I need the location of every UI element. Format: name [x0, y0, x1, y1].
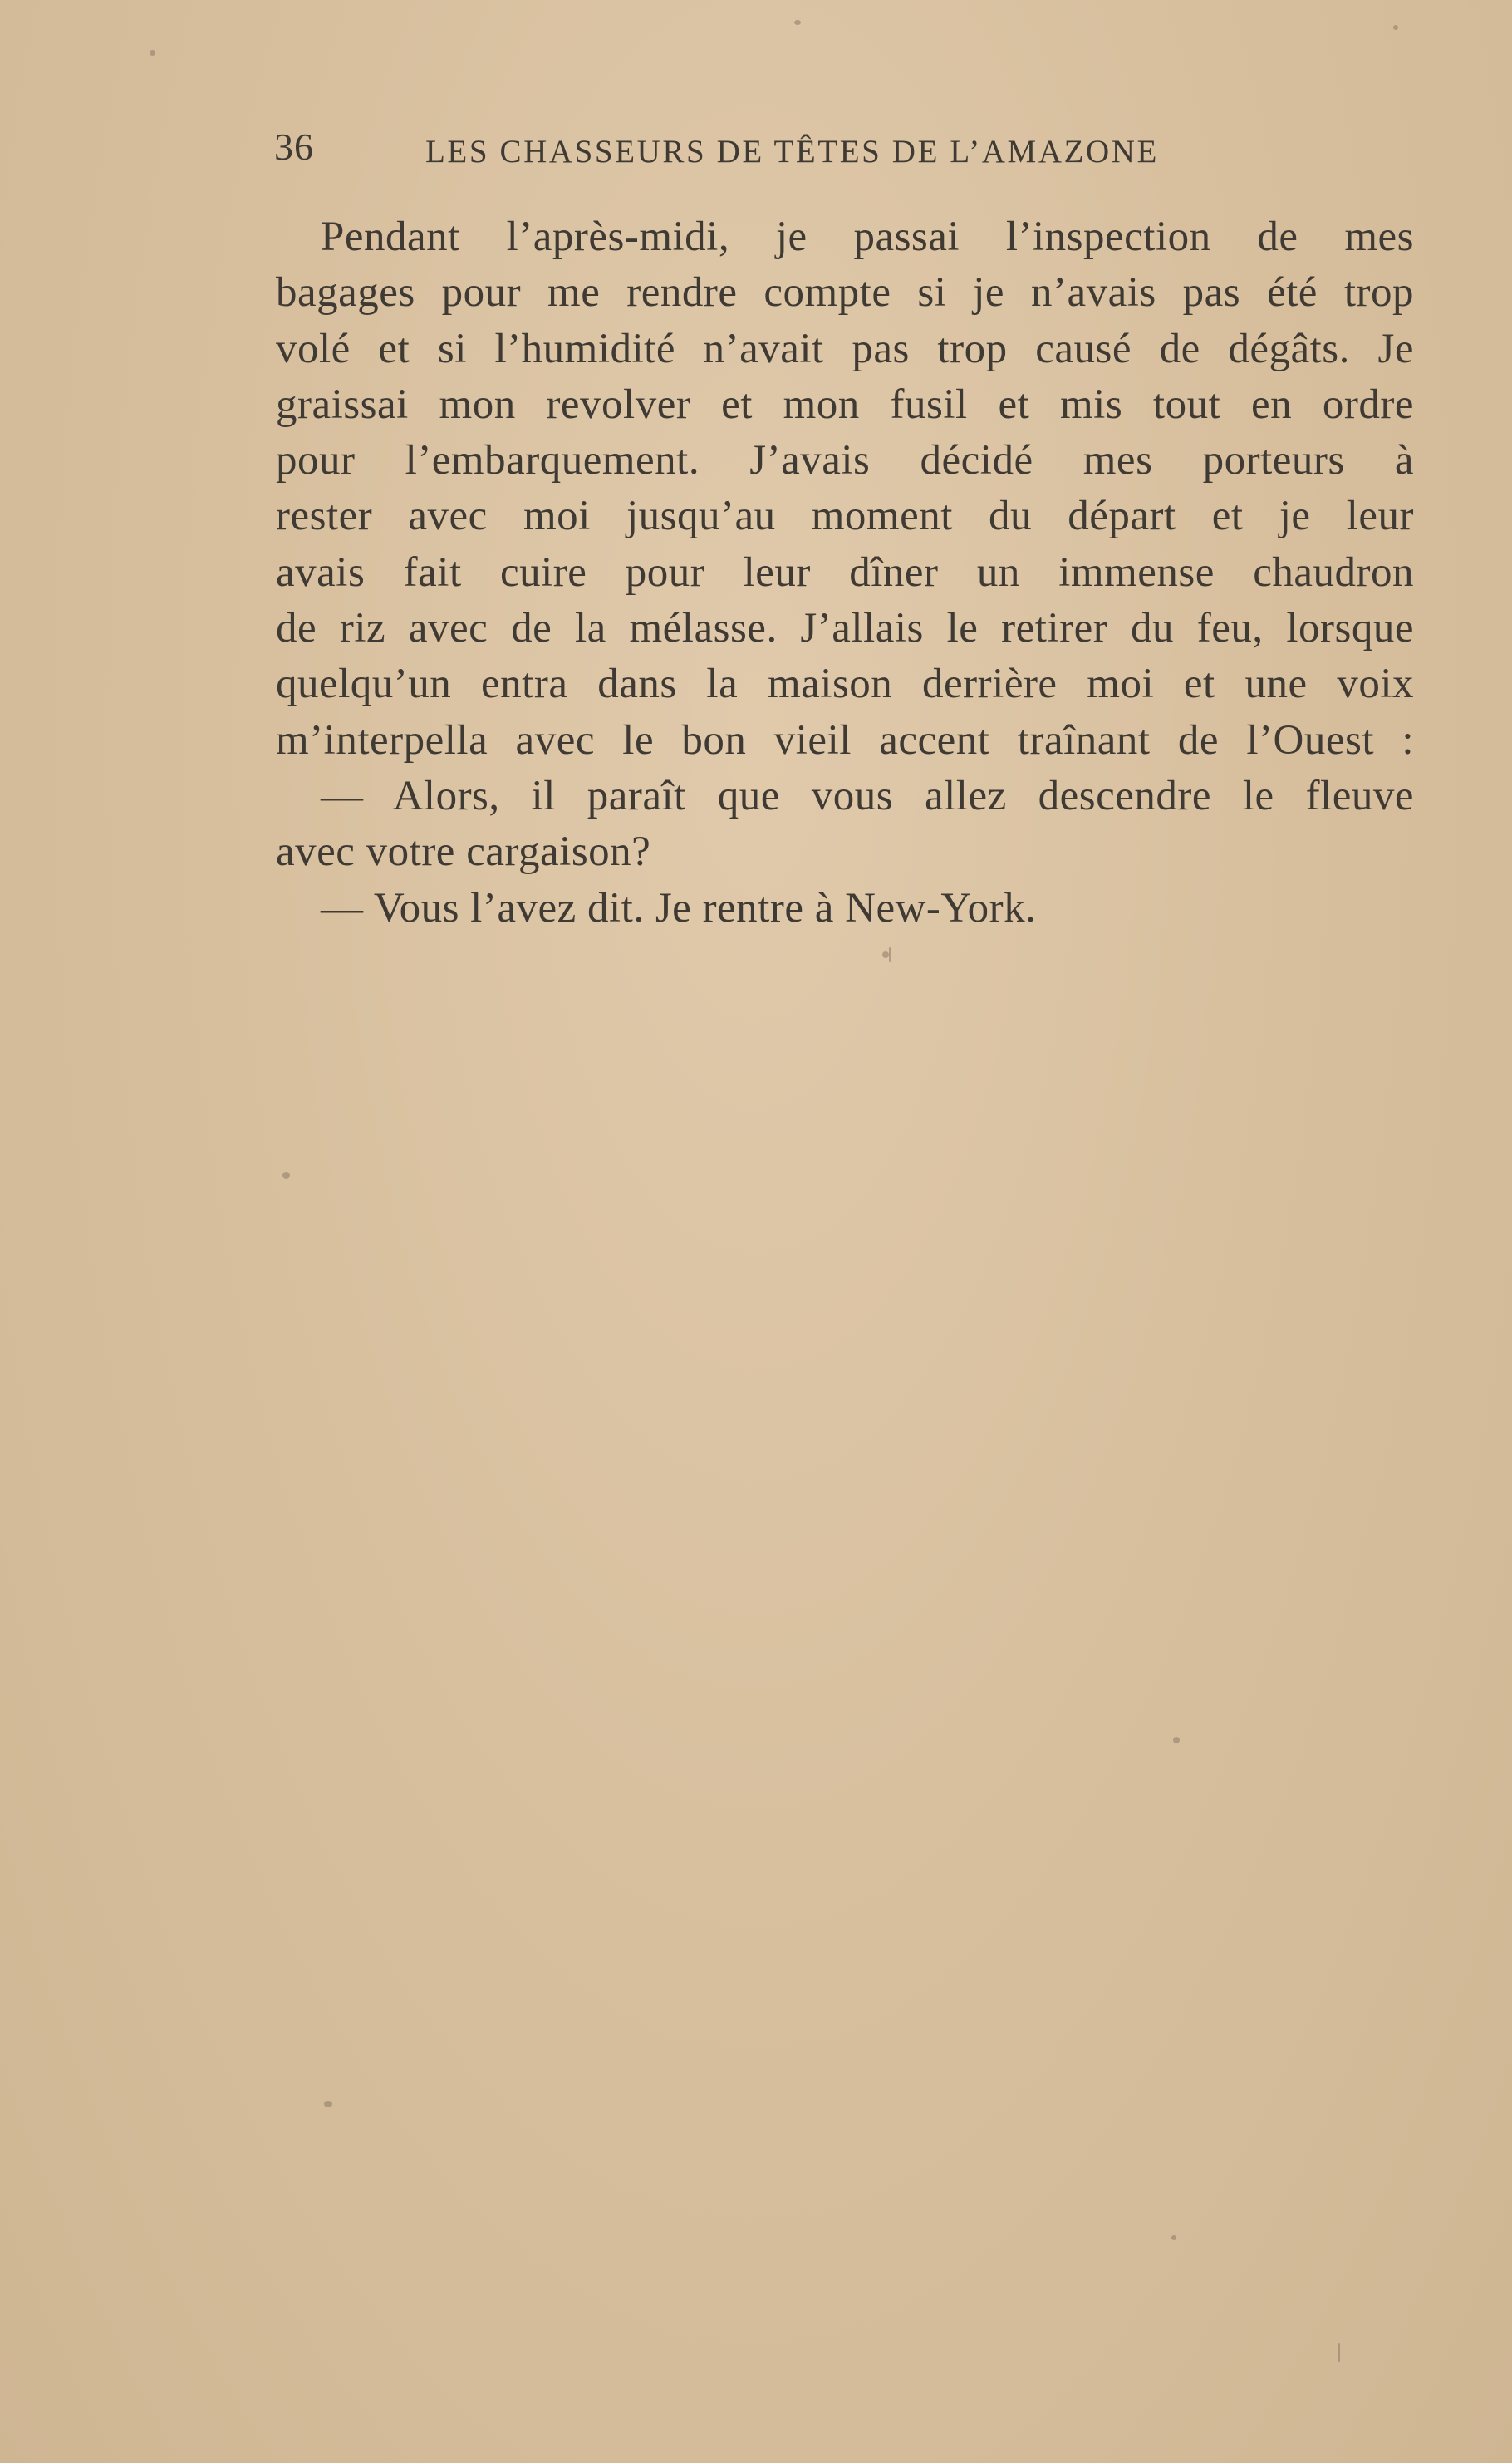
text-line: quelqu’un entra dans la maison derrière moi et une voix — [276, 661, 1414, 708]
text-line: pour l’embarquement. J’avais décidé mes porteurs à — [276, 437, 1414, 484]
text-line: rester avec moi jusqu’au moment du départ et je leur — [276, 493, 1414, 540]
dialogue-line: — Vous l’avez dit. Je rentre à New-York. — [321, 884, 1037, 932]
text-line: avais fait cuire pour leur dîner un immense chaudron — [276, 548, 1414, 596]
paper-speck — [1338, 2343, 1340, 2362]
page-number: 36 — [274, 125, 314, 168]
paper-speck — [324, 2101, 332, 2107]
running-head: LES CHASSEURS DE TÊTES DE L’AMAZONE — [425, 134, 1159, 170]
text-line: m’interpella avec le bon vieil accent traînant de l’Ouest : — [276, 716, 1414, 764]
text-line: volé et si l’humidité n’avait pas trop causé de dégâts. Je — [276, 325, 1414, 372]
paper-speck — [794, 20, 801, 25]
paper-speck — [150, 50, 155, 56]
paper-speck — [889, 947, 891, 962]
page-header — [274, 125, 1259, 175]
paper-speck — [1171, 2235, 1176, 2240]
text-line: avec votre cargaison? — [276, 828, 651, 876]
paper-speck — [282, 1172, 290, 1179]
dialogue-line: — Alors, il paraît que vous allez descendre le fleuve — [321, 772, 1414, 819]
text-line: de riz avec de la mélasse. J’allais le retirer du feu, lorsque — [276, 605, 1414, 652]
text-line: Pendant l’après-midi, je passai l’inspection de mes — [321, 214, 1414, 260]
text-line: graissai mon revolver et mon fusil et mis tout en ordre — [276, 381, 1414, 428]
paper-speck — [882, 951, 889, 958]
paper-speck — [1393, 25, 1398, 30]
paper-speck — [1173, 1737, 1180, 1743]
text-line: bagages pour me rendre compte si je n’avais pas été trop — [276, 269, 1414, 317]
body-text — [276, 209, 1414, 937]
